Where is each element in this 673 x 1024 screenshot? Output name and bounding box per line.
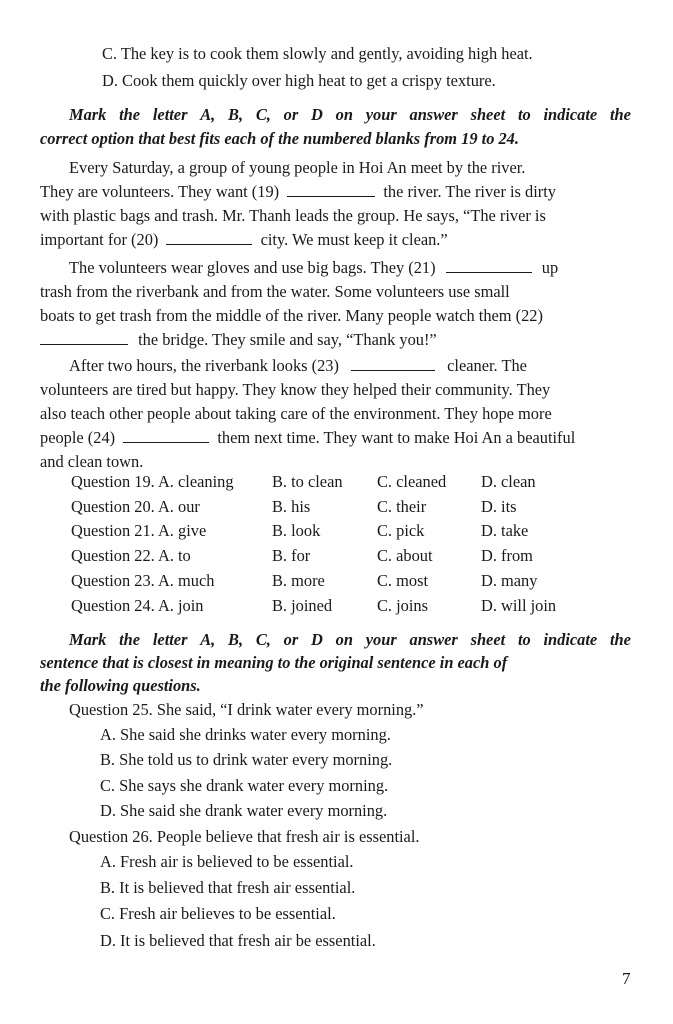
blank-22 bbox=[40, 331, 128, 345]
instruction-line: sentence that is closest in meaning to the original sentence in each of bbox=[40, 653, 508, 672]
passage-line: trash from the riverbank and from the water. Some volunteers use small bbox=[40, 282, 510, 301]
page-number: 7 bbox=[622, 969, 631, 988]
option-d: D. It is believed that fresh air be essential. bbox=[100, 931, 376, 950]
option-d: D. clean bbox=[481, 472, 536, 491]
option-d: D. take bbox=[481, 521, 529, 540]
instruction-word: to bbox=[517, 630, 531, 649]
blank-19 bbox=[287, 183, 375, 197]
option-b: B. for bbox=[272, 546, 311, 565]
blank-21 bbox=[446, 259, 532, 273]
instruction-word: indicate bbox=[543, 630, 598, 649]
instruction-word: on bbox=[335, 105, 353, 124]
instruction-word: the bbox=[609, 630, 631, 649]
instruction-word: D bbox=[311, 630, 323, 649]
instruction-word: to bbox=[517, 105, 531, 124]
option-b: B. look bbox=[272, 521, 321, 540]
passage-line: important for (20) city. We must keep it clean.” bbox=[40, 230, 448, 249]
option-c: C. She says she drank water every morning. bbox=[100, 776, 389, 795]
instruction-word: answer bbox=[409, 105, 458, 124]
blank-23 bbox=[351, 357, 435, 371]
instruction-word: C, bbox=[255, 105, 271, 124]
option-d: D. many bbox=[481, 571, 538, 590]
instruction-word: letter bbox=[152, 630, 188, 649]
blank-24 bbox=[123, 429, 209, 443]
instruction-line: correct option that best fits each of the numbered blanks from 19 to 24. bbox=[40, 129, 519, 148]
instruction-word: sheet bbox=[470, 105, 506, 124]
passage-line: the bridge. They smile and say, “Thank you!” bbox=[40, 330, 437, 350]
question-stem: Question 19. A. cleaning bbox=[71, 472, 234, 491]
passage-line: Every Saturday, a group of young people in Hoi An meet by the river. bbox=[69, 158, 526, 177]
passage-line: volunteers are tired but happy. They know they helped their community. They bbox=[40, 380, 551, 399]
question-stem: Question 25. She said, “I drink water every morning.” bbox=[69, 700, 424, 719]
option-b: B. to clean bbox=[272, 472, 343, 491]
option-b: B. joined bbox=[272, 596, 333, 615]
option-d: D. Cook them quickly over high heat to get a crispy texture. bbox=[102, 71, 496, 90]
instruction-word: Mark bbox=[69, 630, 107, 649]
question-stem: Question 23. A. much bbox=[71, 571, 215, 590]
option-c: C. their bbox=[377, 497, 427, 516]
question-stem: Question 22. A. to bbox=[71, 546, 191, 565]
question-stem: Question 21. A. give bbox=[71, 521, 207, 540]
instruction-line: the following questions. bbox=[40, 676, 201, 695]
option-a: A. Fresh air is believed to be essential. bbox=[100, 852, 354, 871]
passage-line: They are volunteers. They want (19) the river. The river is dirty bbox=[40, 182, 556, 201]
instruction-word: D bbox=[311, 105, 323, 124]
instruction-word: your bbox=[365, 105, 397, 124]
passage-line: and clean town. bbox=[40, 452, 144, 471]
instruction-word: letter bbox=[152, 105, 188, 124]
instruction-word: or bbox=[283, 105, 299, 124]
passage-line: with plastic bags and trash. Mr. Thanh leads the group. He says, “The river is bbox=[40, 206, 546, 225]
instruction-line bbox=[69, 630, 631, 650]
instruction-word: C, bbox=[255, 630, 271, 649]
option-d: D. from bbox=[481, 546, 533, 565]
passage-line: boats to get trash from the middle of the river. Many people watch them (22) bbox=[40, 306, 543, 325]
instruction-word: or bbox=[283, 630, 299, 649]
instruction-word: answer bbox=[409, 630, 458, 649]
instruction-word: A, bbox=[200, 630, 216, 649]
passage-line: also teach other people about taking care of the environment. They hope more bbox=[40, 404, 552, 423]
option-a: A. She said she drinks water every morning. bbox=[100, 725, 391, 744]
question-stem: Question 26. People believe that fresh air is essential. bbox=[69, 827, 420, 846]
option-d: D. will join bbox=[481, 596, 557, 615]
blank-20 bbox=[166, 231, 252, 245]
option-d: D. its bbox=[481, 497, 517, 516]
instruction-word: the bbox=[119, 105, 141, 124]
instruction-word: B, bbox=[228, 630, 244, 649]
option-b: B. his bbox=[272, 497, 311, 516]
option-b: B. She told us to drink water every morning. bbox=[100, 750, 393, 769]
instruction-word: the bbox=[609, 105, 631, 124]
passage-line: The volunteers wear gloves and use big bags. They (21) up bbox=[69, 258, 559, 277]
instruction-word: A, bbox=[200, 105, 216, 124]
option-c: C. joins bbox=[377, 596, 429, 615]
option-c: C. The key is to cook them slowly and gently, avoiding high heat. bbox=[102, 44, 533, 63]
option-b: B. It is believed that fresh air essential. bbox=[100, 878, 356, 897]
passage-line: After two hours, the riverbank looks (23) cleaner. The bbox=[69, 356, 527, 375]
option-c: C. cleaned bbox=[377, 472, 447, 491]
instruction-line bbox=[69, 105, 631, 125]
question-stem: Question 20. A. our bbox=[71, 497, 200, 516]
instruction-word: the bbox=[119, 630, 141, 649]
instruction-word: sheet bbox=[470, 630, 506, 649]
instruction-word: your bbox=[365, 630, 397, 649]
option-c: C. pick bbox=[377, 521, 425, 540]
option-c: C. Fresh air believes to be essential. bbox=[100, 904, 336, 923]
option-b: B. more bbox=[272, 571, 325, 590]
instruction-word: on bbox=[335, 630, 353, 649]
option-d: D. She said she drank water every morning. bbox=[100, 801, 388, 820]
question-stem: Question 24. A. join bbox=[71, 596, 204, 615]
instruction-word: B, bbox=[228, 105, 244, 124]
option-c: C. most bbox=[377, 571, 429, 590]
option-c: C. about bbox=[377, 546, 433, 565]
instruction-word: indicate bbox=[543, 105, 598, 124]
instruction-word: Mark bbox=[69, 105, 107, 124]
passage-line: people (24) them next time. They want to make Hoi An a beautiful bbox=[40, 428, 576, 447]
